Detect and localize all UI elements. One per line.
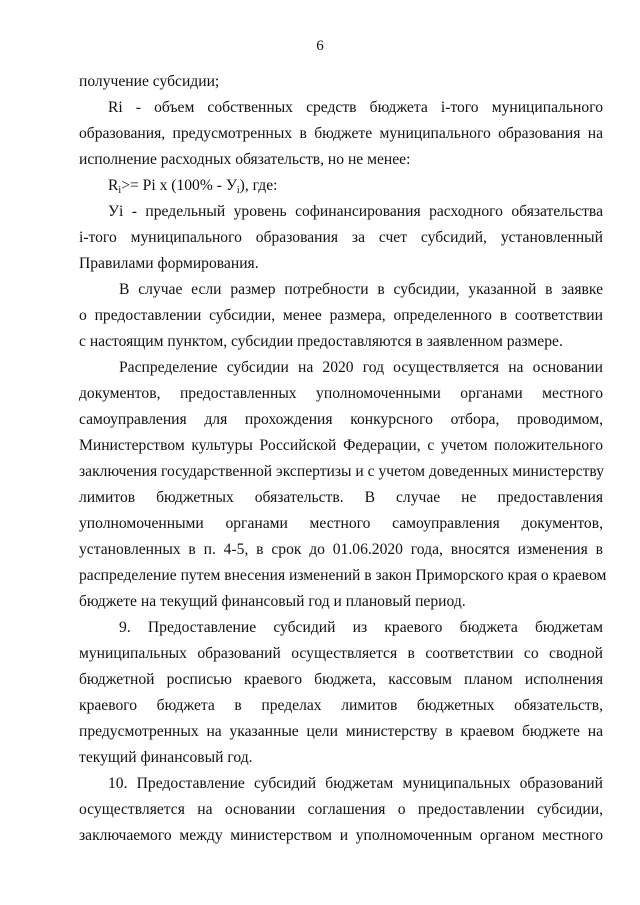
text-line: лимитов бюджетных обязательств. В случае не предоставления [79,489,603,506]
text-line: уполномоченными органами местного самоуправления документов, [79,515,603,532]
text-line: с настоящим пунктом, субсидии предоставляются в заявленном размере. [79,333,563,350]
text-line: бюджетной росписью краевого бюджета, кассовым планом исполнения [79,671,603,688]
text-line: документов, предоставленных уполномоченными органами местного [79,385,603,402]
text-line: 10. Предоставление субсидий бюджетам муниципальных образований [108,775,603,792]
formula-r: R [108,177,119,194]
text-line: получение субсидии; [79,73,220,90]
formula-r-sub: i [118,185,122,196]
text-line: предусмотренных на указанные цели министерству в краевом бюджете на [79,723,603,740]
text-line: Распределение субсидии на 2020 год осуществляется на основании [119,359,603,376]
formula-line [108,176,603,201]
text-line: Министерством культуры Российской Федерации, с учетом положительного [79,437,603,454]
text-line: заключения государственной экспертизы и с учетом доведенных министерству [79,463,605,480]
text-line: бюджете на текущий финансовый год и плановый период. [79,593,466,610]
text-line: установленных в п. 4-5, в срок до 01.06.2020 года, вносятся изменения в [79,541,603,558]
formula-end: ), где: [239,177,278,194]
text-line: заключаемого между министерством и уполномоченным органом местного [79,827,603,844]
text-line: В случае если размер потребности в субсидии, указанной в заявке [119,281,603,298]
text-line: исполнение расходных обязательств, но не менее: [79,151,411,168]
text-line: о предоставлении субсидии, менее размера, определенного в соответствии [79,307,603,324]
text-line: образования, предусмотренных в бюджете муниципального образования на [79,125,603,142]
text-line: осуществляется на основании соглашения о предоставлении субсидии, [79,801,603,818]
text-line: текущий финансовый год. [79,749,253,766]
text-line: самоуправления для прохождения конкурсного отбора, проводимом, [79,411,603,428]
text-line: краевого бюджета в пределах лимитов бюджетных обязательств, [79,697,603,714]
text-line: i-того муниципального образования за счет субсидий, установленный [79,229,603,246]
text-line: Правилами формирования. [79,255,259,272]
formula-mid: >= Pi x (100% - У [121,177,237,194]
text-line: 9. Предоставление субсидий из краевого бюджета бюджетам [119,619,603,636]
page-number: 6 [316,38,324,54]
text-line: Уi - предельный уровень софинансирования расходного обязательства [108,203,603,220]
text-line: распределение путем внесения изменений в закон Приморского края о краевом [79,567,607,584]
text-line: муниципальных образований осуществляется в соответствии со сводной [79,645,603,662]
formula-y-sub: i [236,185,240,196]
text-line: Ri - объем собственных средств бюджета i-того муниципального [108,99,603,116]
